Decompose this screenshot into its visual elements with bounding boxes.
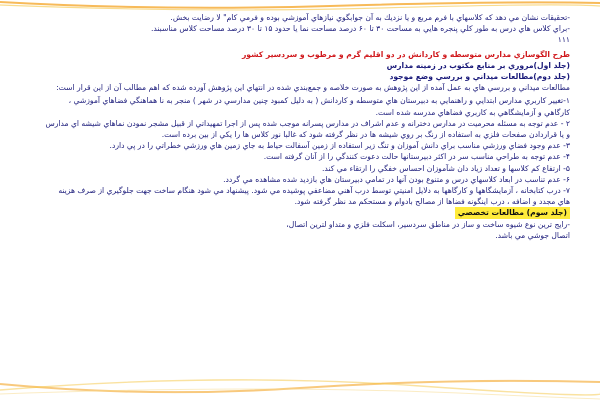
list-item-2: ۲ - عدم توجه به مسئله محرميت در مدارس دخترانه و عدم اشراف در مدارس پسرانه موجب شده پس از اجرا تمهيداتي از قبيل مشجر نمودن نماهاي شيشه اي مدارس و يا قراردادن صفحات فلزي به استفاده از رنگ بر روي شيشه ها در نظر گرفته شود كه غالبا نور كلاس ها را يكي از بين برده است. xyxy=(45,118,570,140)
list-item-4: ۴- عدم توجه به طراحي مناسب سر در اكثر دبيرستانها حالت دعوت كنندگي را از آنان گرفته است. xyxy=(263,152,570,162)
list-item-3: ۳- عدم وجود فضاي ورزشي مناسب براي دانش آموزان و تنگ زير استفاده از زمين آسفالت حياط به جاي زمين هاي ورزشي خطراتي را در پي دارد. xyxy=(109,141,570,151)
part3-line-1: -رايج ترين نوع شيوه ساخت و ساز در مناطق سردسير، اسكلت فلزي و متداو لترين اتصال، xyxy=(286,219,570,229)
part2-intro: مطالعات ميداني و بررسي هاي به عمل آمده از اين پژوهش به صورت خلاصه و جمع‌بندي شده در انتهاي اين پژوهش آورده شده كه اهم مطالب آن از اين قرار است: xyxy=(56,83,570,93)
slide-body xyxy=(44,12,570,241)
part2-title: (جلد دوم)مطالعات ميداني و بررسي وضع موجود xyxy=(389,72,570,82)
intro-line-1: -تحقیقات نشان مي دهد كه كلاسهاي با فرم مربع و يا نزديك به آن جوابگوي نيازهاي آموزشي بوده و فرمي كام‌" لا رضايت بخش. xyxy=(170,13,570,22)
part3-line-2: اتصال جوشي مي باشد. xyxy=(495,230,570,240)
list-item-1: ۱-تغيير كاربري مدارس ابتدايي و راهنمايي به دبيرستان هاي متوسطه و كاردانش ( به دليل كمبود چنين مدارسي در شهر ) منجر به نا هماهنگي فضاهاي آموزشي ، كارگاهي و آزمايشگاهي به كاربري فضاهاي مدرسه شده است. xyxy=(68,96,570,117)
section-heading: طرح الگوسازي مدارس متوسطه و كاردانش در دو اقليم گرم و مرطوب و سردسير كشور xyxy=(241,49,570,59)
list-item-7: ۷- درب كتابخانه ، آزمايشگاهها و كارگاهها به دلايل امنيتي توسط درب آهني مضاعفي پوشيده مي شود. پيشنهاد مي شود هنگام ساخت جهت جلوگيري از صرف هزينه هاي مجدد و اضافه ، درب اينگونه فضاها از مصالح بادوام و مستحكم مد نظر گرفته شود. xyxy=(58,186,570,207)
list-item-6: ۶- عدم تناسب در ابعاد كلاسهاي درس و متنوع بودن آنها در تمامي دبيرستان هاي بازديد شده مشاهده مي گردد. xyxy=(223,174,570,184)
bottom-decoration xyxy=(0,364,600,400)
part3-title: (جلد سوم) مطالعات تخصصي xyxy=(455,207,570,218)
intro-line-2: -براي كلاس هاي درس به طور كلي پنجره هايي به مساحت ۳۰ تا ۶۰ درصد مساحت نما يا حدود ۱۵ تا ۳۰ درصد مساحت كلاس مناسبند. xyxy=(150,24,570,34)
part1-title: (جلد اول)مروري بر منابع مكتوب در زمينه مدارس xyxy=(386,60,570,70)
bottom-orange-wave xyxy=(0,381,600,392)
list-item-5: ۵- ارتفاع كم كلاسها و تعداد زياد دان شآموزان احساس خفگي را ارتقاء مي كند. xyxy=(322,163,570,173)
intro-line-3: ۱۱۱ xyxy=(557,35,570,45)
